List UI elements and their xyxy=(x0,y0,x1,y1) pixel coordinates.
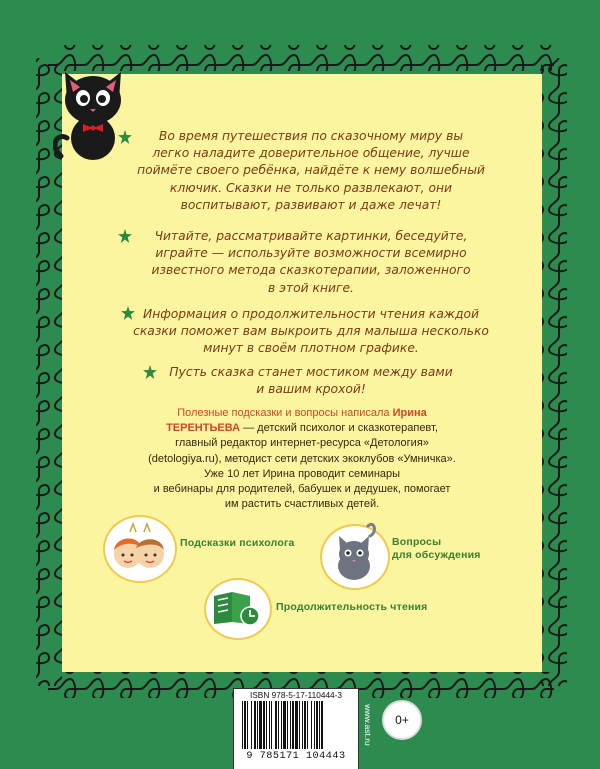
paragraph-3: Информация о продолжительности чтения каждой сказки поможет вам выкроить для малыша несколько минут в своём плотном графике. xyxy=(133,307,489,356)
barcode-bar xyxy=(321,701,323,749)
barcode-bar xyxy=(271,701,272,749)
reading-time-label: Продолжительность чтения xyxy=(276,601,428,613)
barcode-box xyxy=(233,688,359,769)
barcode-bar xyxy=(283,701,286,749)
barcode-bar xyxy=(259,701,262,749)
barcode-bar xyxy=(266,701,267,749)
barcode-bar xyxy=(292,701,294,749)
website-text[interactable]: www.ast.ru xyxy=(363,704,373,746)
barcode-bar xyxy=(302,701,303,749)
barcode-bar xyxy=(257,701,258,749)
discussion-questions-label xyxy=(392,536,481,562)
barcode-icon xyxy=(240,701,352,751)
barcode-bar xyxy=(295,701,298,749)
barcode-bar xyxy=(304,701,306,749)
psychologist-tips-label: Подсказки психолога xyxy=(180,537,295,549)
bio-line-6: и вебинары для родителей, бабушек и дедушек, помогает xyxy=(153,483,451,496)
kitten-icon xyxy=(328,520,380,582)
bio-line-4: (detologiya.ru), методист сети детских экоклубов «Умничка». xyxy=(148,452,456,465)
bio-line-7: им растить счастливых детей. xyxy=(224,498,380,511)
barcode-bar xyxy=(244,701,246,749)
bio-intro: Полезные подсказки и вопросы написала xyxy=(177,407,390,419)
barcode-bar xyxy=(275,701,277,749)
barcode-bar xyxy=(251,701,252,749)
barcode-bar xyxy=(299,701,300,749)
barcode-bar xyxy=(242,701,243,749)
author-first-name: Ирина xyxy=(392,407,427,419)
isbn-text: ISBN 978-5-17-110444-3 xyxy=(249,690,343,700)
barcode-bar xyxy=(254,701,256,749)
bio-line-5: Уже 10 лет Ирина проводит семинары xyxy=(203,467,401,480)
bio-line-3: главный редактор интернет-ресурса «Детология» xyxy=(175,437,429,450)
questions-line-2: для обсуждения xyxy=(392,549,481,561)
questions-line-1: Вопросы xyxy=(392,536,442,548)
paragraph-1: Во время путешествия по сказочному миру вы легко наладите доверительное общение, лучше поймёте своего ребёнка, найдёте к нему волшебный ключик. Сказки не только развлекают, они воспитывают, развивают и даже лечат! xyxy=(137,129,485,212)
book-clock-icon xyxy=(210,588,262,628)
barcode-bar xyxy=(287,701,288,749)
paragraph-2: Читайте, рассматривайте картинки, беседуйте, играйте — используйте возможности всемирно известного метода сказкотерапии, заложенного в этой книге. xyxy=(151,229,471,295)
barcode-bar xyxy=(307,701,308,749)
author-bio xyxy=(92,406,512,512)
barcode-bar xyxy=(278,701,279,749)
barcode-bar xyxy=(269,701,270,749)
barcode-bar xyxy=(314,701,315,749)
barcode-bar xyxy=(263,701,265,749)
author-last-name: ТЕРЕНТЬЕВА xyxy=(166,422,241,435)
barcode-bar xyxy=(290,701,291,749)
paragraph-4: Пусть сказка станет мостиком между вами и вашим крохой! xyxy=(169,365,453,397)
children-faces-icon xyxy=(108,522,170,578)
barcode-digits: 9 785171 104443 xyxy=(246,751,346,762)
black-cat-icon xyxy=(53,66,133,162)
barcode-bar xyxy=(281,701,282,749)
bio-line-2: — детский психолог и сказкотерапевт, xyxy=(243,422,438,435)
website-url[interactable] xyxy=(362,690,374,762)
barcode-bar xyxy=(319,701,320,749)
barcode-bar xyxy=(247,701,248,749)
age-rating-badge: 0+ xyxy=(382,700,422,740)
barcode-bar xyxy=(311,701,312,749)
barcode-bar xyxy=(316,701,318,749)
